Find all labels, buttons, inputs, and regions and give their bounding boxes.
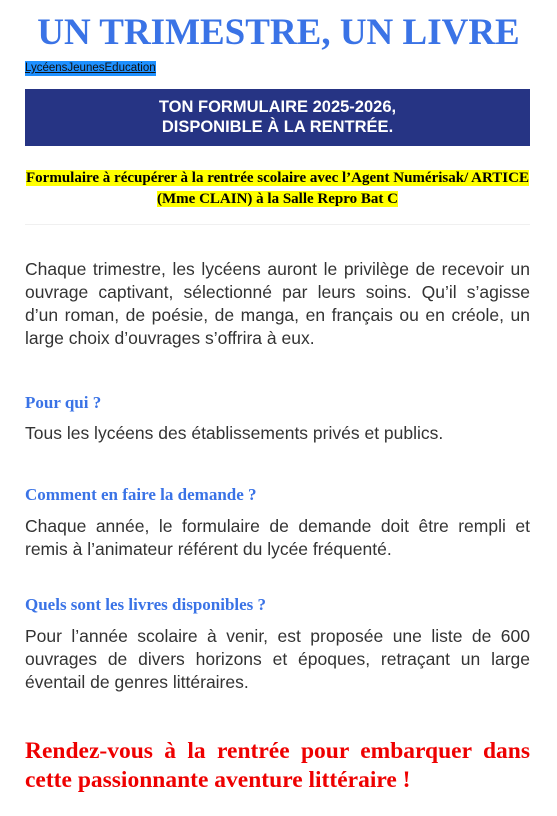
intro-paragraph: Chaque trimestre, les lycéens auront le privilège de recevoir un ouvrage captivant, sélectionné par leurs soins. Qu’il s’agisse d’un roman, de poésie, de manga, en français ou en créole, un large choix d’ouvrages s’offrira à eux. xyxy=(25,259,530,348)
pickup-notice xyxy=(25,168,530,210)
section-text-books: Pour l’année scolaire à venir, est proposée une liste de 600 ouvrages de divers horizons et époques, retraçant un large éventail de genres littéraires. xyxy=(25,626,530,692)
section-heading-how: Comment en faire la demande ? xyxy=(25,485,257,504)
pickup-notice-text: Formulaire à récupérer à la rentrée scolaire avec l’Agent Numérisak/ ARTICE (Mme CLAIN) à la Salle Repro Bat C xyxy=(26,170,529,207)
banner-line-1: TON FORMULAIRE 2025-2026, xyxy=(158,98,397,116)
form-banner xyxy=(25,89,530,146)
tag-link-education[interactable]: Education xyxy=(104,62,156,74)
section-text-who: Tous les lycéens des établissements privés et publics. xyxy=(25,423,444,443)
closing-message: Rendez-vous à la rentrée pour embarquer dans cette passionnante aventure littéraire ! xyxy=(25,738,530,793)
divider xyxy=(25,224,530,225)
section-heading-who: Pour qui ? xyxy=(25,393,102,412)
banner-line-2: DISPONIBLE À LA RENTRÉE. xyxy=(161,118,394,136)
section-heading-books: Quels sont les livres disponibles ? xyxy=(25,595,267,614)
page-title: UN TRIMESTRE, UN LIVRE xyxy=(37,12,520,53)
tag-link-jeunes[interactable]: Jeunes xyxy=(67,62,105,74)
tag-link-lyceens[interactable]: Lycéens xyxy=(25,62,68,74)
tag-list xyxy=(25,61,156,76)
section-text-how: Chaque année, le formulaire de demande doit être rempli et remis à l’animateur référent du lycée fréquenté. xyxy=(25,516,530,559)
